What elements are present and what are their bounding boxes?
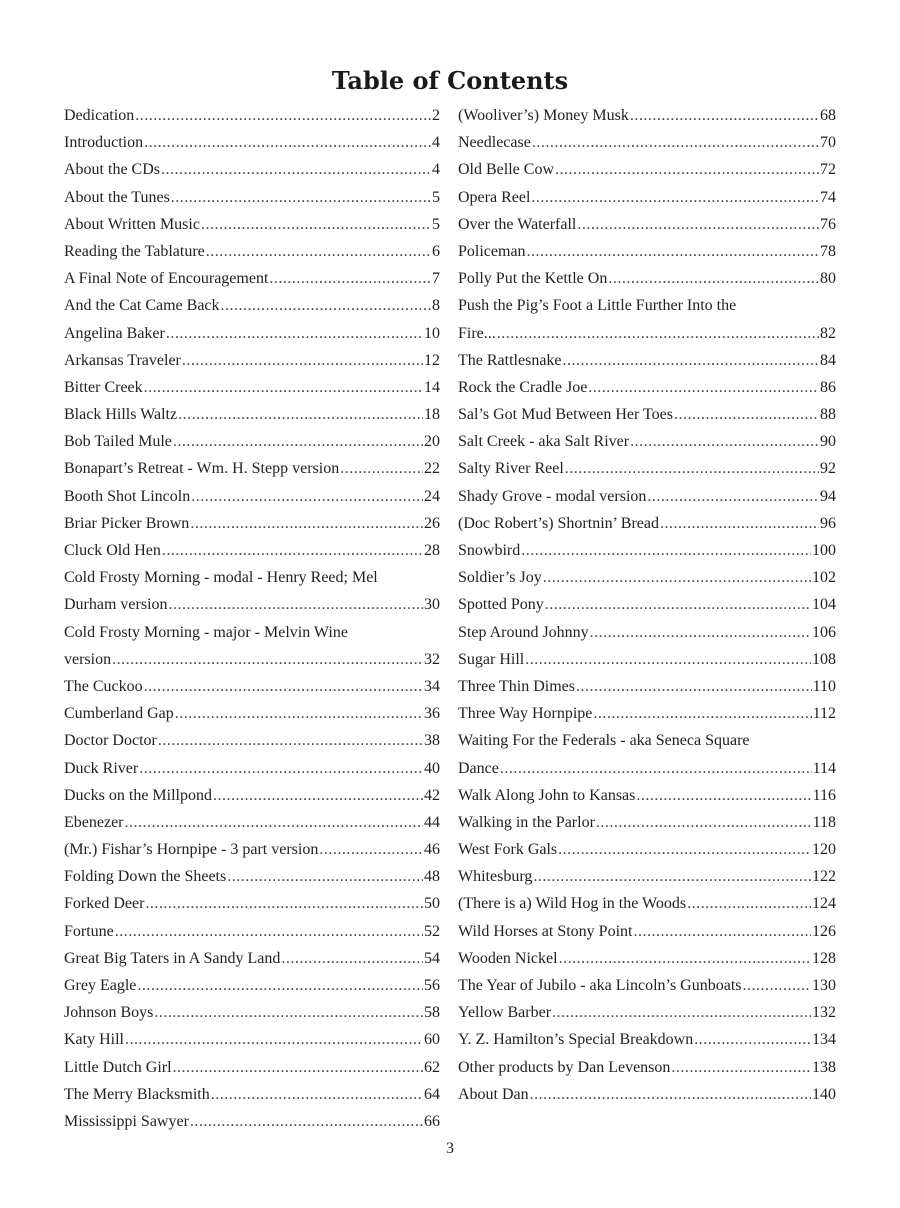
toc-dot-leader xyxy=(552,999,811,1026)
toc-entry[interactable] xyxy=(64,700,440,727)
toc-entry[interactable] xyxy=(458,727,836,754)
toc-entry[interactable] xyxy=(64,1026,440,1053)
toc-entry-page: 60 xyxy=(424,1031,440,1049)
toc-dot-leader xyxy=(687,890,811,917)
toc-entry-page: 78 xyxy=(820,242,836,260)
toc-entry-page: 106 xyxy=(812,623,836,641)
toc-entry[interactable] xyxy=(64,918,440,945)
toc-entry-page: 4 xyxy=(432,134,440,152)
toc-dot-leader xyxy=(213,782,423,809)
toc-dot-leader xyxy=(533,863,811,890)
toc-dot-leader xyxy=(145,890,423,917)
toc-entry[interactable] xyxy=(458,591,836,618)
toc-entry-title: Introduction xyxy=(64,134,144,152)
toc-entry-page: 6 xyxy=(432,242,440,260)
toc-entry-page: 84 xyxy=(820,351,836,369)
toc-entry[interactable] xyxy=(458,347,836,374)
toc-entry-title: Angelina Baker xyxy=(64,324,165,342)
toc-dot-leader xyxy=(158,727,423,754)
toc-entry-page: 116 xyxy=(812,786,836,804)
toc-entry-page: 76 xyxy=(820,215,836,233)
toc-entry[interactable] xyxy=(64,292,440,319)
toc-entry-title: Sugar Hill xyxy=(458,650,525,668)
toc-dot-leader xyxy=(563,347,819,374)
toc-entry[interactable] xyxy=(64,211,440,238)
toc-dot-leader xyxy=(190,1108,423,1135)
toc-entry-page: 110 xyxy=(812,677,836,695)
toc-dot-leader xyxy=(125,809,423,836)
toc-entry[interactable] xyxy=(458,510,836,537)
toc-dot-leader xyxy=(588,374,819,401)
toc-entry-title: (There is a) Wild Hog in the Woods xyxy=(458,895,687,913)
toc-entry-title: Forked Deer xyxy=(64,895,145,913)
toc-entry-page: 120 xyxy=(812,841,836,859)
toc-entry-page: 94 xyxy=(820,487,836,505)
toc-entry-title: Needlecase xyxy=(458,134,531,152)
toc-entry-title: Ducks on the Millpond xyxy=(64,786,212,804)
toc-entry-page: 122 xyxy=(812,868,836,886)
toc-dot-leader xyxy=(576,673,812,700)
toc-entry-title: West Fork Gals xyxy=(458,841,558,859)
toc-dot-leader xyxy=(590,619,811,646)
toc-entry-title: Little Dutch Girl xyxy=(64,1058,172,1076)
toc-dot-leader xyxy=(596,809,812,836)
toc-entry[interactable] xyxy=(458,129,836,156)
toc-entry-title: Katy Hill xyxy=(64,1031,124,1049)
toc-right-column xyxy=(458,102,836,1108)
toc-dot-leader xyxy=(125,1026,423,1053)
toc-entry[interactable] xyxy=(64,483,440,510)
toc-entry-page: 32 xyxy=(424,650,440,668)
toc-entry-page: 38 xyxy=(424,732,440,750)
toc-entry-page: 36 xyxy=(424,705,440,723)
toc-entry-page: 138 xyxy=(812,1058,836,1076)
toc-entry[interactable] xyxy=(458,945,836,972)
toc-entry[interactable] xyxy=(64,564,440,591)
toc-entry-page: 88 xyxy=(820,406,836,424)
toc-entry-page: 134 xyxy=(812,1031,836,1049)
toc-dot-leader xyxy=(191,483,423,510)
toc-dot-leader xyxy=(565,455,819,482)
toc-entry-page: 72 xyxy=(820,161,836,179)
toc-entry[interactable] xyxy=(458,292,836,319)
toc-entry[interactable] xyxy=(64,320,440,347)
toc-entry-title: Duck River xyxy=(64,759,139,777)
toc-dot-leader xyxy=(674,401,819,428)
toc-entry-title: Walk Along John to Kansas xyxy=(458,786,636,804)
toc-dot-leader xyxy=(201,211,431,238)
toc-entry[interactable] xyxy=(458,972,836,999)
toc-dot-leader xyxy=(527,238,819,265)
toc-entry-page: 46 xyxy=(424,841,440,859)
toc-entry[interactable] xyxy=(458,1026,836,1053)
toc-entry-page: 40 xyxy=(424,759,440,777)
toc-entry[interactable] xyxy=(64,1108,440,1135)
toc-entry[interactable] xyxy=(64,455,440,482)
toc-entry-title: Wild Horses at Stony Point xyxy=(458,922,633,940)
toc-dot-leader xyxy=(154,999,423,1026)
toc-dot-leader xyxy=(144,673,423,700)
toc-entry[interactable] xyxy=(458,184,836,211)
toc-dot-leader xyxy=(175,700,423,727)
toc-entry[interactable] xyxy=(64,265,440,292)
toc-entry-title: About the Tunes xyxy=(64,188,170,206)
toc-entry-page: 5 xyxy=(432,188,440,206)
toc-entry-title: Salty River Reel xyxy=(458,460,564,478)
toc-entry-page: 2 xyxy=(432,107,440,124)
toc-entry[interactable] xyxy=(458,265,836,292)
toc-entry-title: (Wooliver’s) Money Musk xyxy=(458,107,629,124)
toc-entry-title: Cluck Old Hen xyxy=(64,542,161,559)
toc-entry-title: Arkansas Traveler xyxy=(64,351,181,369)
toc-entry-page: 18 xyxy=(424,406,440,424)
toc-entry[interactable] xyxy=(458,1054,836,1081)
toc-entry[interactable] xyxy=(458,755,836,782)
toc-entry-title: The Merry Blacksmith xyxy=(64,1085,210,1103)
toc-entry-page: 30 xyxy=(424,596,440,614)
toc-entry-page: 42 xyxy=(424,786,440,804)
toc-entry-page: 44 xyxy=(424,813,440,831)
toc-entry-page: 102 xyxy=(812,569,836,587)
toc-entry-title: Waiting For the Federals - aka Seneca Square xyxy=(458,732,750,750)
toc-entry-title: Step Around Johnny xyxy=(458,623,589,641)
toc-entry-title: Three Way Hornpipe xyxy=(458,705,593,723)
toc-dot-leader xyxy=(630,102,819,129)
toc-entry-title: Whitesburg xyxy=(458,868,533,886)
toc-entry-title: Reading the Tablature xyxy=(64,242,205,260)
toc-entry-title: Mississippi Sawyer xyxy=(64,1112,189,1130)
toc-dot-leader xyxy=(694,1026,811,1053)
toc-dot-leader xyxy=(144,374,423,401)
toc-entry[interactable] xyxy=(458,428,836,455)
toc-entry-title: Folding Down the Sheets xyxy=(64,868,227,886)
toc-entry[interactable] xyxy=(64,510,440,537)
toc-dot-leader xyxy=(577,211,819,238)
toc-entry[interactable] xyxy=(64,347,440,374)
toc-dot-leader xyxy=(319,836,423,863)
toc-dot-leader xyxy=(559,945,811,972)
toc-entry[interactable] xyxy=(64,1054,440,1081)
toc-entry-title: The Rattlesnake xyxy=(458,351,562,369)
toc-entry-title: Dance xyxy=(458,759,499,777)
toc-entry[interactable] xyxy=(64,1081,440,1108)
toc-entry[interactable] xyxy=(458,1081,836,1108)
toc-entry[interactable] xyxy=(458,782,836,809)
toc-entry-page: 132 xyxy=(812,1004,836,1022)
toc-dot-leader xyxy=(532,129,819,156)
toc-entry-title: The Year of Jubilo - aka Lincoln’s Gunboats xyxy=(458,977,742,994)
toc-entry[interactable] xyxy=(458,102,836,129)
toc-entry[interactable] xyxy=(64,809,440,836)
toc-entry-title: Over the Waterfall xyxy=(458,215,577,233)
toc-entry-title: Salt Creek - aka Salt River xyxy=(458,433,630,451)
toc-entry-page: 34 xyxy=(424,677,440,695)
toc-dot-leader xyxy=(211,1081,423,1108)
toc-entry[interactable] xyxy=(64,646,440,673)
toc-entry[interactable] xyxy=(458,999,836,1026)
toc-entry-title: Walking in the Parlor xyxy=(458,813,595,831)
toc-entry-page: 126 xyxy=(812,922,836,940)
toc-entry-title: Fortune xyxy=(64,922,114,940)
toc-entry-page: 12 xyxy=(424,351,440,369)
toc-entry[interactable] xyxy=(458,211,836,238)
toc-entry[interactable] xyxy=(458,374,836,401)
toc-entry-title: Y. Z. Hamilton’s Special Breakdown xyxy=(458,1031,694,1049)
toc-entry-page: 66 xyxy=(424,1112,440,1130)
toc-entry-page: 50 xyxy=(424,895,440,913)
toc-entry-title: Cumberland Gap xyxy=(64,705,174,723)
toc-entry-title: Ebenezer xyxy=(64,813,124,831)
toc-entry[interactable] xyxy=(458,156,836,183)
toc-entry[interactable] xyxy=(458,320,836,347)
toc-entry-title: A Final Note of Encouragement xyxy=(64,270,269,288)
toc-entry-title: version xyxy=(64,650,112,668)
toc-entry-title: Cold Frosty Morning - major - Melvin Wine xyxy=(64,623,348,641)
toc-entry-page: 10 xyxy=(424,324,440,342)
toc-dot-leader xyxy=(173,428,423,455)
toc-entry-title: (Doc Robert’s) Shortnin’ Bread xyxy=(458,514,659,532)
page-title: Table of Contents xyxy=(331,66,569,95)
toc-entry-title: Wooden Nickel xyxy=(458,949,558,967)
toc-entry-page: 86 xyxy=(820,378,836,396)
toc-entry-title: And the Cat Came Back xyxy=(64,297,220,315)
toc-entry-page: 104 xyxy=(812,596,836,614)
toc-dot-leader xyxy=(636,782,811,809)
toc-entry-page: 14 xyxy=(424,378,440,396)
page-number: 3 xyxy=(446,1140,454,1157)
toc-entry-page: 62 xyxy=(424,1058,440,1076)
toc-entry-page: 4 xyxy=(432,161,440,179)
toc-entry-page: 90 xyxy=(820,433,836,451)
toc-entry-title: Snowbird xyxy=(458,542,521,559)
toc-entry-page: 52 xyxy=(424,922,440,940)
toc-dot-leader xyxy=(558,836,811,863)
toc-entry-page: 108 xyxy=(812,650,836,668)
toc-entry[interactable] xyxy=(64,591,440,618)
toc-entry-title: Shady Grove - modal version xyxy=(458,487,647,505)
toc-entry[interactable] xyxy=(64,863,440,890)
toc-entry-page: 56 xyxy=(424,977,440,994)
toc-entry-page: 20 xyxy=(424,433,440,451)
toc-entry-title: Policeman xyxy=(458,242,526,260)
toc-entry-title: Black Hills Waltz xyxy=(64,406,178,424)
toc-entry-title: Booth Shot Lincoln xyxy=(64,487,191,505)
toc-entry[interactable] xyxy=(458,863,836,890)
toc-dot-leader xyxy=(221,292,431,319)
toc-entry-title: Yellow Barber xyxy=(458,1004,552,1022)
toc-dot-leader xyxy=(630,428,819,455)
toc-entry-title: Fire... xyxy=(458,324,496,342)
toc-entry[interactable] xyxy=(458,455,836,482)
toc-entry-title: About Dan xyxy=(458,1085,529,1103)
toc-entry-title: Spotted Pony xyxy=(458,596,544,614)
toc-entry-title: Dedication xyxy=(64,107,135,124)
toc-entry-title: Other products by Dan Levenson xyxy=(458,1058,671,1076)
toc-entry-page: 100 xyxy=(812,542,836,559)
toc-entry[interactable] xyxy=(458,890,836,917)
toc-dot-leader xyxy=(115,918,423,945)
toc-entry[interactable] xyxy=(64,673,440,700)
toc-dot-leader xyxy=(647,483,819,510)
toc-entry[interactable] xyxy=(458,836,836,863)
toc-dot-leader xyxy=(500,755,812,782)
toc-dot-leader xyxy=(166,320,423,347)
toc-dot-leader xyxy=(497,320,819,347)
toc-dot-leader xyxy=(633,918,811,945)
toc-entry-page: 140 xyxy=(812,1085,836,1103)
toc-entry-page: 112 xyxy=(812,705,836,723)
toc-entry-title: Doctor Doctor xyxy=(64,732,157,750)
toc-dot-leader xyxy=(169,591,423,618)
toc-entry-title: Great Big Taters in A Sandy Land xyxy=(64,949,281,967)
toc-entry-title: Bob Tailed Mule xyxy=(64,433,172,451)
toc-entry[interactable] xyxy=(64,102,440,129)
toc-dot-leader xyxy=(521,537,811,564)
toc-dot-leader xyxy=(593,700,811,727)
toc-dot-leader xyxy=(144,129,431,156)
toc-entry-title: Sal’s Got Mud Between Her Toes xyxy=(458,406,673,424)
toc-dot-leader xyxy=(608,265,819,292)
toc-entry[interactable] xyxy=(64,537,440,564)
toc-dot-leader xyxy=(190,510,423,537)
toc-entry[interactable] xyxy=(64,890,440,917)
toc-entry-title: Polly Put the Kettle On xyxy=(458,270,608,288)
toc-entry[interactable] xyxy=(64,999,440,1026)
toc-entry[interactable] xyxy=(458,918,836,945)
toc-entry[interactable] xyxy=(64,945,440,972)
toc-dot-leader xyxy=(112,646,423,673)
toc-entry-page: 124 xyxy=(812,895,836,913)
toc-dot-leader xyxy=(545,591,811,618)
toc-entry-title: (Mr.) Fishar’s Hornpipe - 3 part version xyxy=(64,841,319,859)
toc-dot-leader xyxy=(137,972,423,999)
toc-entry[interactable] xyxy=(458,646,836,673)
toc-entry[interactable] xyxy=(458,673,836,700)
toc-entry-page: 82 xyxy=(820,324,836,342)
toc-entry-page: 28 xyxy=(424,542,440,559)
toc-dot-leader xyxy=(340,455,423,482)
toc-dot-leader xyxy=(171,184,431,211)
toc-entry[interactable] xyxy=(64,401,440,428)
toc-entry-page: 64 xyxy=(424,1085,440,1103)
toc-entry-page: 74 xyxy=(820,188,836,206)
toc-entry[interactable] xyxy=(64,156,440,183)
toc-dot-leader xyxy=(660,510,819,537)
toc-entry-page: 26 xyxy=(424,514,440,532)
toc-dot-leader xyxy=(178,401,423,428)
toc-entry[interactable] xyxy=(458,401,836,428)
toc-entry-page: 70 xyxy=(820,134,836,152)
toc-dot-leader xyxy=(162,537,423,564)
toc-dot-leader xyxy=(227,863,423,890)
toc-entry-title: The Cuckoo xyxy=(64,677,143,695)
toc-dot-leader xyxy=(173,1054,423,1081)
toc-entry-title: Push the Pig’s Foot a Little Further Into the xyxy=(458,297,737,315)
toc-entry-page: 114 xyxy=(812,759,836,777)
toc-entry-page: 96 xyxy=(820,514,836,532)
toc-entry-page: 48 xyxy=(424,868,440,886)
toc-dot-leader xyxy=(555,156,819,183)
toc-entry[interactable] xyxy=(458,483,836,510)
toc-dot-leader xyxy=(182,347,423,374)
toc-entry-title: Johnson Boys xyxy=(64,1004,154,1022)
toc-dot-leader xyxy=(269,265,431,292)
toc-entry[interactable] xyxy=(64,374,440,401)
toc-entry-page: 92 xyxy=(820,460,836,478)
toc-entry-page: 58 xyxy=(424,1004,440,1022)
toc-entry-page: 8 xyxy=(432,297,440,315)
toc-entry[interactable] xyxy=(64,184,440,211)
toc-entry-title: Grey Eagle xyxy=(64,977,137,994)
toc-entry-title: About Written Music xyxy=(64,215,200,233)
toc-entry[interactable] xyxy=(64,755,440,782)
toc-entry-page: 24 xyxy=(424,487,440,505)
toc-entry-page: 22 xyxy=(424,460,440,478)
toc-dot-leader xyxy=(671,1054,811,1081)
toc-entry-page: 54 xyxy=(424,949,440,967)
toc-left-column xyxy=(64,102,440,1135)
toc-entry-page: 80 xyxy=(820,270,836,288)
toc-entry[interactable] xyxy=(458,537,836,564)
toc-entry[interactable] xyxy=(64,972,440,999)
toc-dot-leader xyxy=(543,564,811,591)
toc-dot-leader xyxy=(281,945,423,972)
toc-dot-leader xyxy=(161,156,431,183)
toc-entry[interactable] xyxy=(458,809,836,836)
toc-entry[interactable] xyxy=(64,428,440,455)
toc-entry-title: Opera Reel xyxy=(458,188,531,206)
toc-entry-page: 118 xyxy=(812,813,836,831)
toc-dot-leader xyxy=(206,238,431,265)
toc-entry-title: Briar Picker Brown xyxy=(64,514,190,532)
toc-entry[interactable] xyxy=(458,700,836,727)
toc-entry[interactable] xyxy=(458,238,836,265)
toc-dot-leader xyxy=(139,755,423,782)
toc-dot-leader xyxy=(743,972,811,999)
toc-entry[interactable] xyxy=(64,619,440,646)
toc-entry[interactable] xyxy=(64,238,440,265)
toc-dot-leader xyxy=(525,646,811,673)
toc-entry-title: Rock the Cradle Joe xyxy=(458,378,588,396)
toc-entry-title: Soldier’s Joy xyxy=(458,569,542,587)
toc-dot-leader xyxy=(531,184,819,211)
toc-entry-title: Three Thin Dimes xyxy=(458,677,576,695)
toc-entry[interactable] xyxy=(64,727,440,754)
toc-entry[interactable] xyxy=(64,129,440,156)
toc-entry[interactable] xyxy=(458,564,836,591)
toc-entry-page: 7 xyxy=(432,270,440,288)
toc-entry-title: Old Belle Cow xyxy=(458,161,554,179)
toc-entry-title: Cold Frosty Morning - modal - Henry Reed; Mel xyxy=(64,569,378,587)
toc-entry[interactable] xyxy=(64,782,440,809)
toc-entry[interactable] xyxy=(64,836,440,863)
toc-entry-page: 5 xyxy=(432,215,440,233)
toc-entry-page: 128 xyxy=(812,949,836,967)
toc-entry-title: Durham version xyxy=(64,596,168,614)
toc-entry-page: 68 xyxy=(820,107,836,124)
toc-entry-title: About the CDs xyxy=(64,161,160,179)
toc-entry-title: Bonapart’s Retreat - Wm. H. Stepp version xyxy=(64,460,340,478)
toc-entry-page: 130 xyxy=(812,977,836,994)
toc-entry[interactable] xyxy=(458,619,836,646)
toc-dot-leader xyxy=(135,102,431,129)
toc-dot-leader xyxy=(530,1081,811,1108)
toc-entry-title: Bitter Creek xyxy=(64,378,143,396)
